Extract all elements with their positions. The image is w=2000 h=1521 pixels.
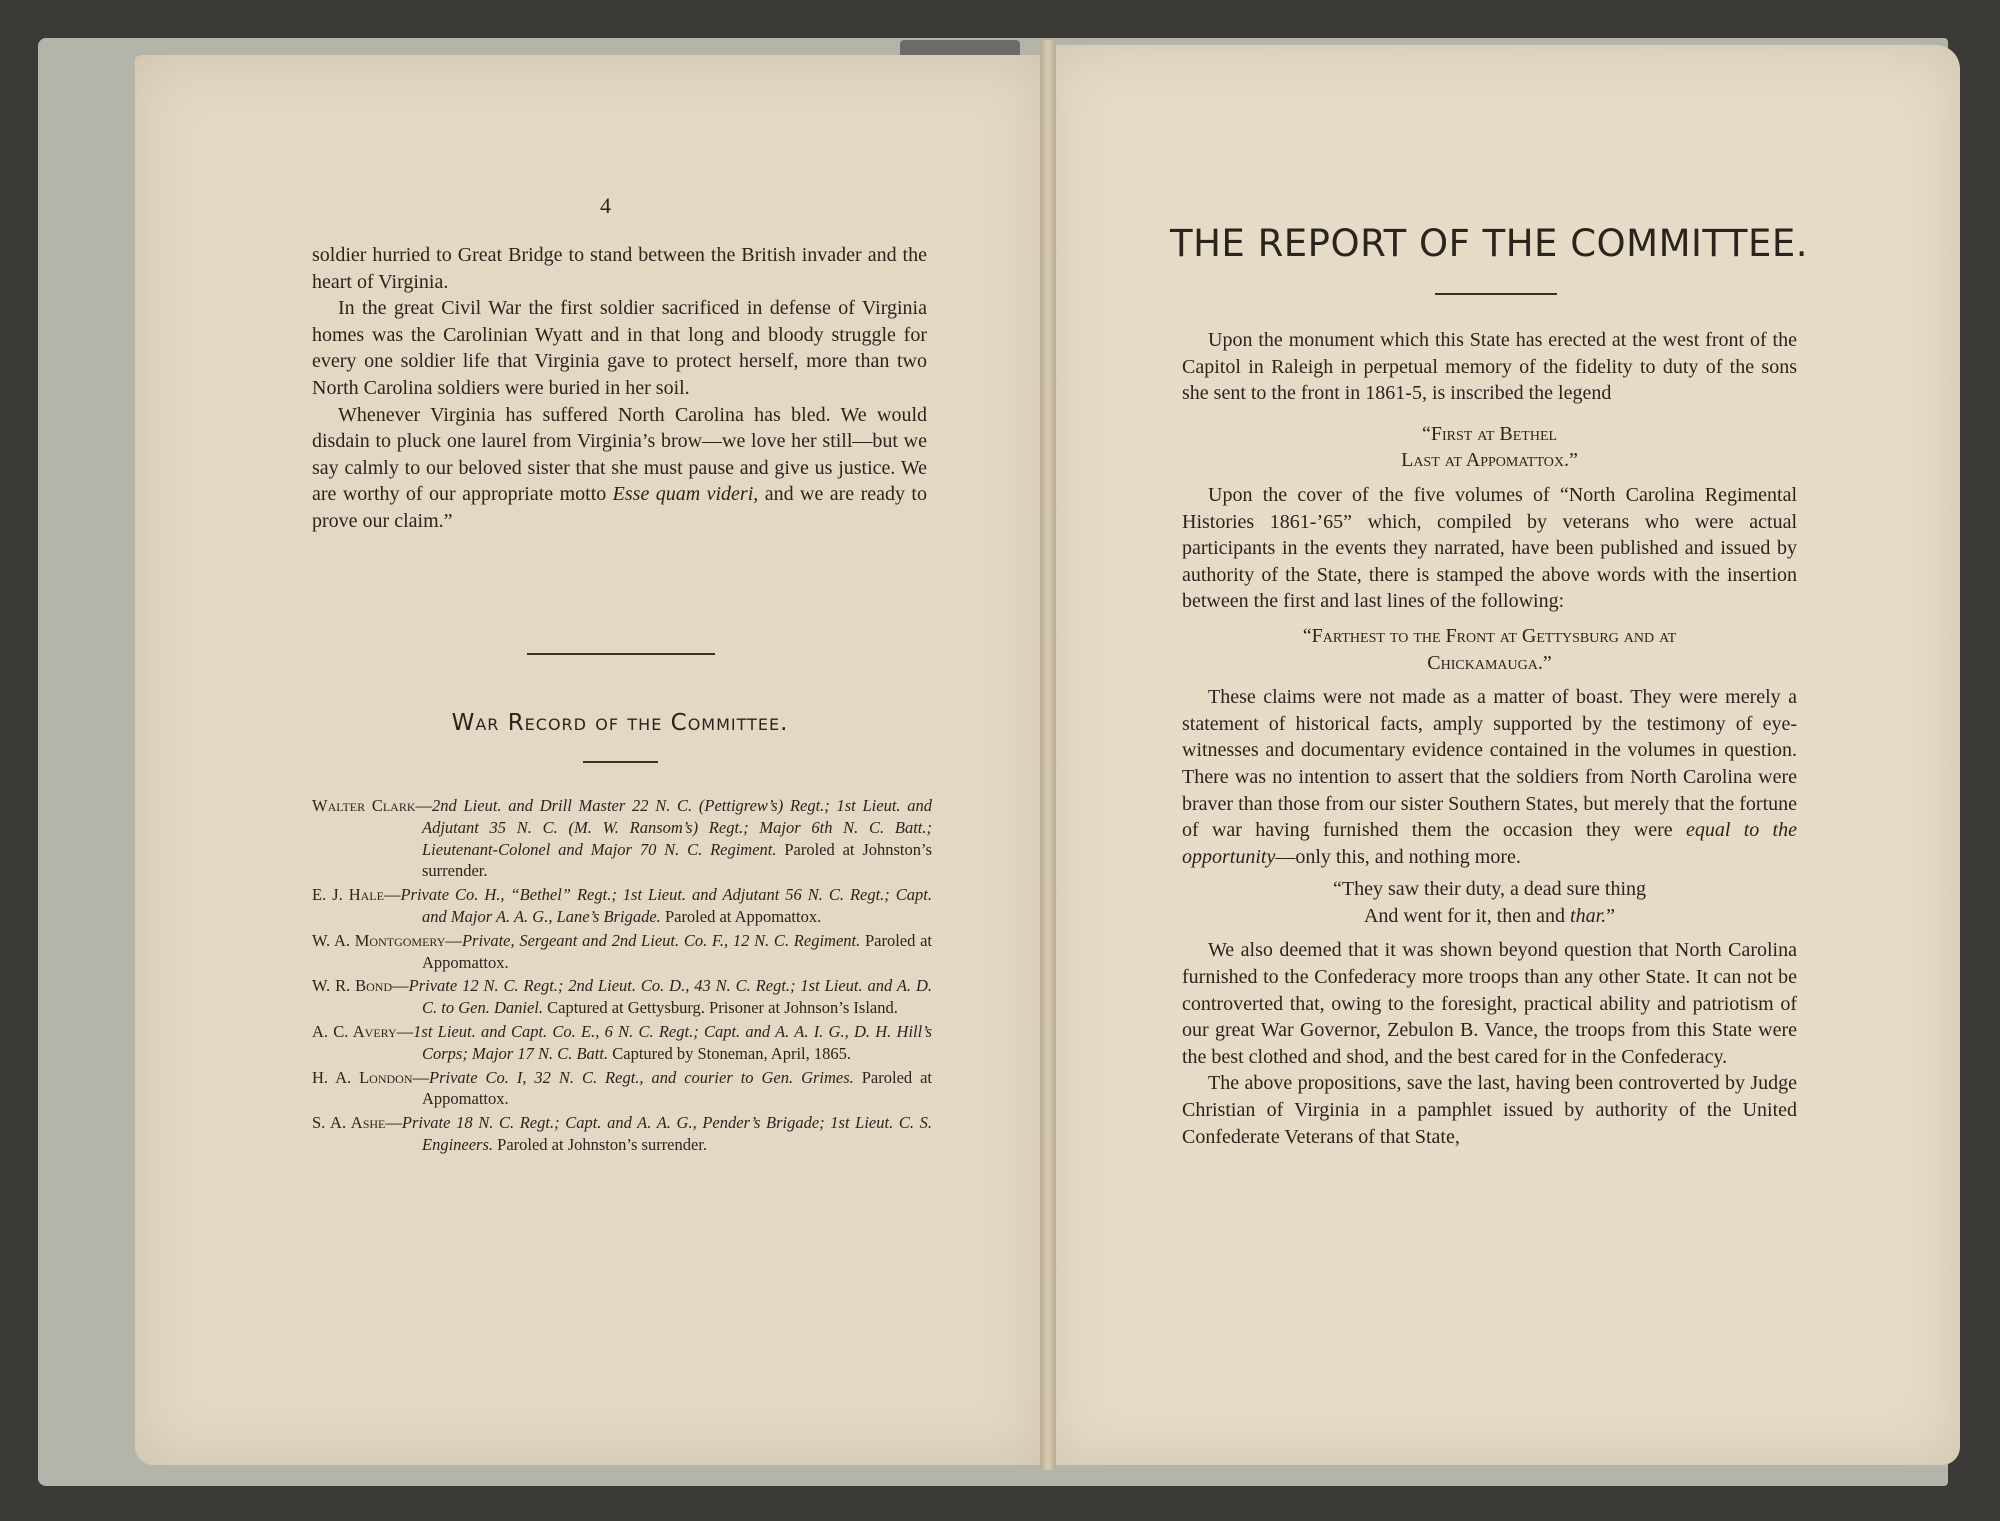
paragraph: In the great Civil War the first soldier sacrificed in defense of Virginia homes was the Carolinian Wyatt and in that long and bloody struggle for every one soldier life that Virginia gave to protect herself, more than two North Carolina soldiers were buried in her soil. bbox=[312, 297, 927, 399]
member-service: Private Co. I, 32 N. C. Regt., and courier to Gen. Grimes. bbox=[429, 1067, 854, 1087]
member-name: H. A. London— bbox=[312, 1067, 429, 1087]
member-entry bbox=[312, 795, 932, 882]
member-entry bbox=[312, 1021, 932, 1065]
report-title: THE REPORT OF THE COMMITTEE. bbox=[1170, 222, 1808, 265]
member-note: Paroled at Appomattox. bbox=[422, 930, 932, 972]
member-entry bbox=[312, 884, 932, 928]
insert-line: Chickamauga.” bbox=[1427, 651, 1552, 674]
member-note: Paroled at Johnston’s surrender. bbox=[422, 839, 933, 881]
member-name: E. J. Hale— bbox=[312, 885, 401, 905]
verse-line: And went for it, then and bbox=[1363, 904, 1571, 927]
right-body-text bbox=[1182, 327, 1797, 1150]
member-entry bbox=[312, 1112, 932, 1156]
paragraph bbox=[312, 402, 927, 535]
paragraph: Upon the monument which this State has erected at the west front of the Capitol in Raleigh in perpetual memory of the fidelity to duty of the sons she sent to the front in 1861-5, is inscribed the legend bbox=[1182, 329, 1797, 405]
member-name: W. A. Montgomery— bbox=[312, 930, 462, 950]
legend-line: “First at Bethel bbox=[1421, 422, 1558, 445]
member-note: Paroled at Appomattox. bbox=[660, 906, 822, 926]
left-body-text bbox=[312, 242, 927, 535]
member-entry bbox=[312, 1067, 932, 1111]
member-note: Captured by Stoneman, April, 1865. bbox=[608, 1043, 852, 1063]
committee-member-list bbox=[312, 795, 932, 1158]
emphasis-text: equal to the opportunity bbox=[1182, 819, 1797, 868]
member-service: Private 18 N. C. Regt.; Capt. and A. A. G., Pender’s Brigade; 1st Lieut. C. S. Engineers. bbox=[401, 1113, 932, 1154]
member-note: Captured at Gettysburg. Prisoner at Johnson’s Island. bbox=[543, 998, 898, 1018]
paragraph: soldier hurried to Great Bridge to stand between the British invader and the heart of Virginia. bbox=[312, 244, 927, 293]
member-name: Walter Clark— bbox=[312, 796, 433, 815]
member-entry bbox=[312, 930, 932, 974]
paragraph bbox=[1182, 684, 1797, 870]
verse-line: “They saw their duty, a dead sure thing bbox=[1332, 878, 1647, 901]
paragraph-text: and we are ready to prove our claim.” bbox=[312, 483, 927, 532]
heading-underline bbox=[583, 761, 658, 763]
verse-quote: ” bbox=[1606, 904, 1616, 927]
section-heading: War Record of the Committee. bbox=[451, 710, 789, 736]
verse-emphasis: thar. bbox=[1570, 904, 1607, 927]
member-note: Paroled at Appomattox. bbox=[422, 1067, 932, 1109]
page-number: 4 bbox=[600, 193, 611, 218]
paragraph: The above propositions, save the last, having been controverted by Judge Christian of Virginia in a pamphlet issued by authority of the United Confederate Veterans of that State, bbox=[1182, 1072, 1797, 1148]
member-service: 1st Lieut. and Capt. Co. E., 6 N. C. Regt.; Capt. and A. A. I. G., D. H. Hill’s Corps; Major 17 N. C. Batt. bbox=[413, 1021, 932, 1063]
member-name: A. C. Avery— bbox=[312, 1021, 414, 1041]
paragraph: We also deemed that it was shown beyond question that North Carolina furnished to the Confederacy more troops than any other State. It can not be controverted that, owing to the foresight, practical ability and patriotism of our great War Governor, Zebulon B. Vance, the troops from this State were the best clothed and shod, and the best cared for in the Confederacy. bbox=[1182, 939, 1797, 1068]
member-service: Private 12 N. C. Regt.; 2nd Lieut. Co. D., 43 N. C. Regt.; 1st Lieut. and A. D. C. to Gen. Daniel. bbox=[408, 976, 932, 1018]
member-service: Private Co. H., “Bethel” Regt.; 1st Lieut. and Adjutant 56 N. C. Regt.; Capt. and Major A. A. G., Lane’s Brigade. bbox=[400, 885, 932, 926]
paragraph-text: Whenever Virginia has suffered North Carolina has bled. We would disdain to pluck one laurel from Virginia’s brow—we love her still—but we say calmly to our beloved sister that she must pause and give us justice. We are worthy of our appropriate motto bbox=[312, 403, 927, 506]
paragraph: Upon the cover of the five volumes of “North Carolina Regimental Histories 1861-’65” which, compiled by veterans who were actual participants in the events they narrated, have been published and issued by authority of the State, there is stamped the above words with the insertion between the first and last lines of the following: bbox=[1182, 483, 1797, 613]
member-service: Private, Sergeant and 2nd Lieut. Co. F., 12 N. C. Regiment. bbox=[461, 930, 861, 950]
section-divider bbox=[527, 653, 715, 655]
member-entry bbox=[312, 975, 932, 1019]
latin-motto: Esse quam videri, bbox=[612, 483, 759, 506]
verse bbox=[1182, 876, 1797, 929]
legend-line: Last at Appomattox.” bbox=[1401, 449, 1578, 472]
book-gutter bbox=[1040, 40, 1056, 1470]
insert-line: “Farthest to the Front at Gettysburg and at bbox=[1302, 624, 1677, 647]
member-service: 2nd Lieut. and Drill Master 22 N. C. (Pettigrew’s) Regt.; 1st Lieut. and Adjutant 35 N. C. (M. W. Ransom’s) Regt.; Major 6th N. C. Batt.; Lieutenant-Colonel and Major 70 N. C. Regiment. bbox=[422, 796, 932, 859]
member-note: Paroled at Johnston’s surrender. bbox=[493, 1134, 708, 1154]
title-underline bbox=[1435, 293, 1557, 295]
member-name: S. A. Ashe— bbox=[312, 1113, 402, 1133]
paragraph-text: —only this, and nothing more. bbox=[1275, 845, 1521, 868]
paragraph-text: These claims were not made as a matter of boast. They were merely a statement of historical facts, amply supported by the testimony of eye-witnesses and documentary evidence contained in the volumes in question. There was no intention to assert that the soldiers from North Carolina were braver than those from our sister Southern States, but merely that the fortune of war having furnished them the occasion they were bbox=[1182, 686, 1797, 842]
member-name: W. R. Bond— bbox=[312, 976, 409, 996]
